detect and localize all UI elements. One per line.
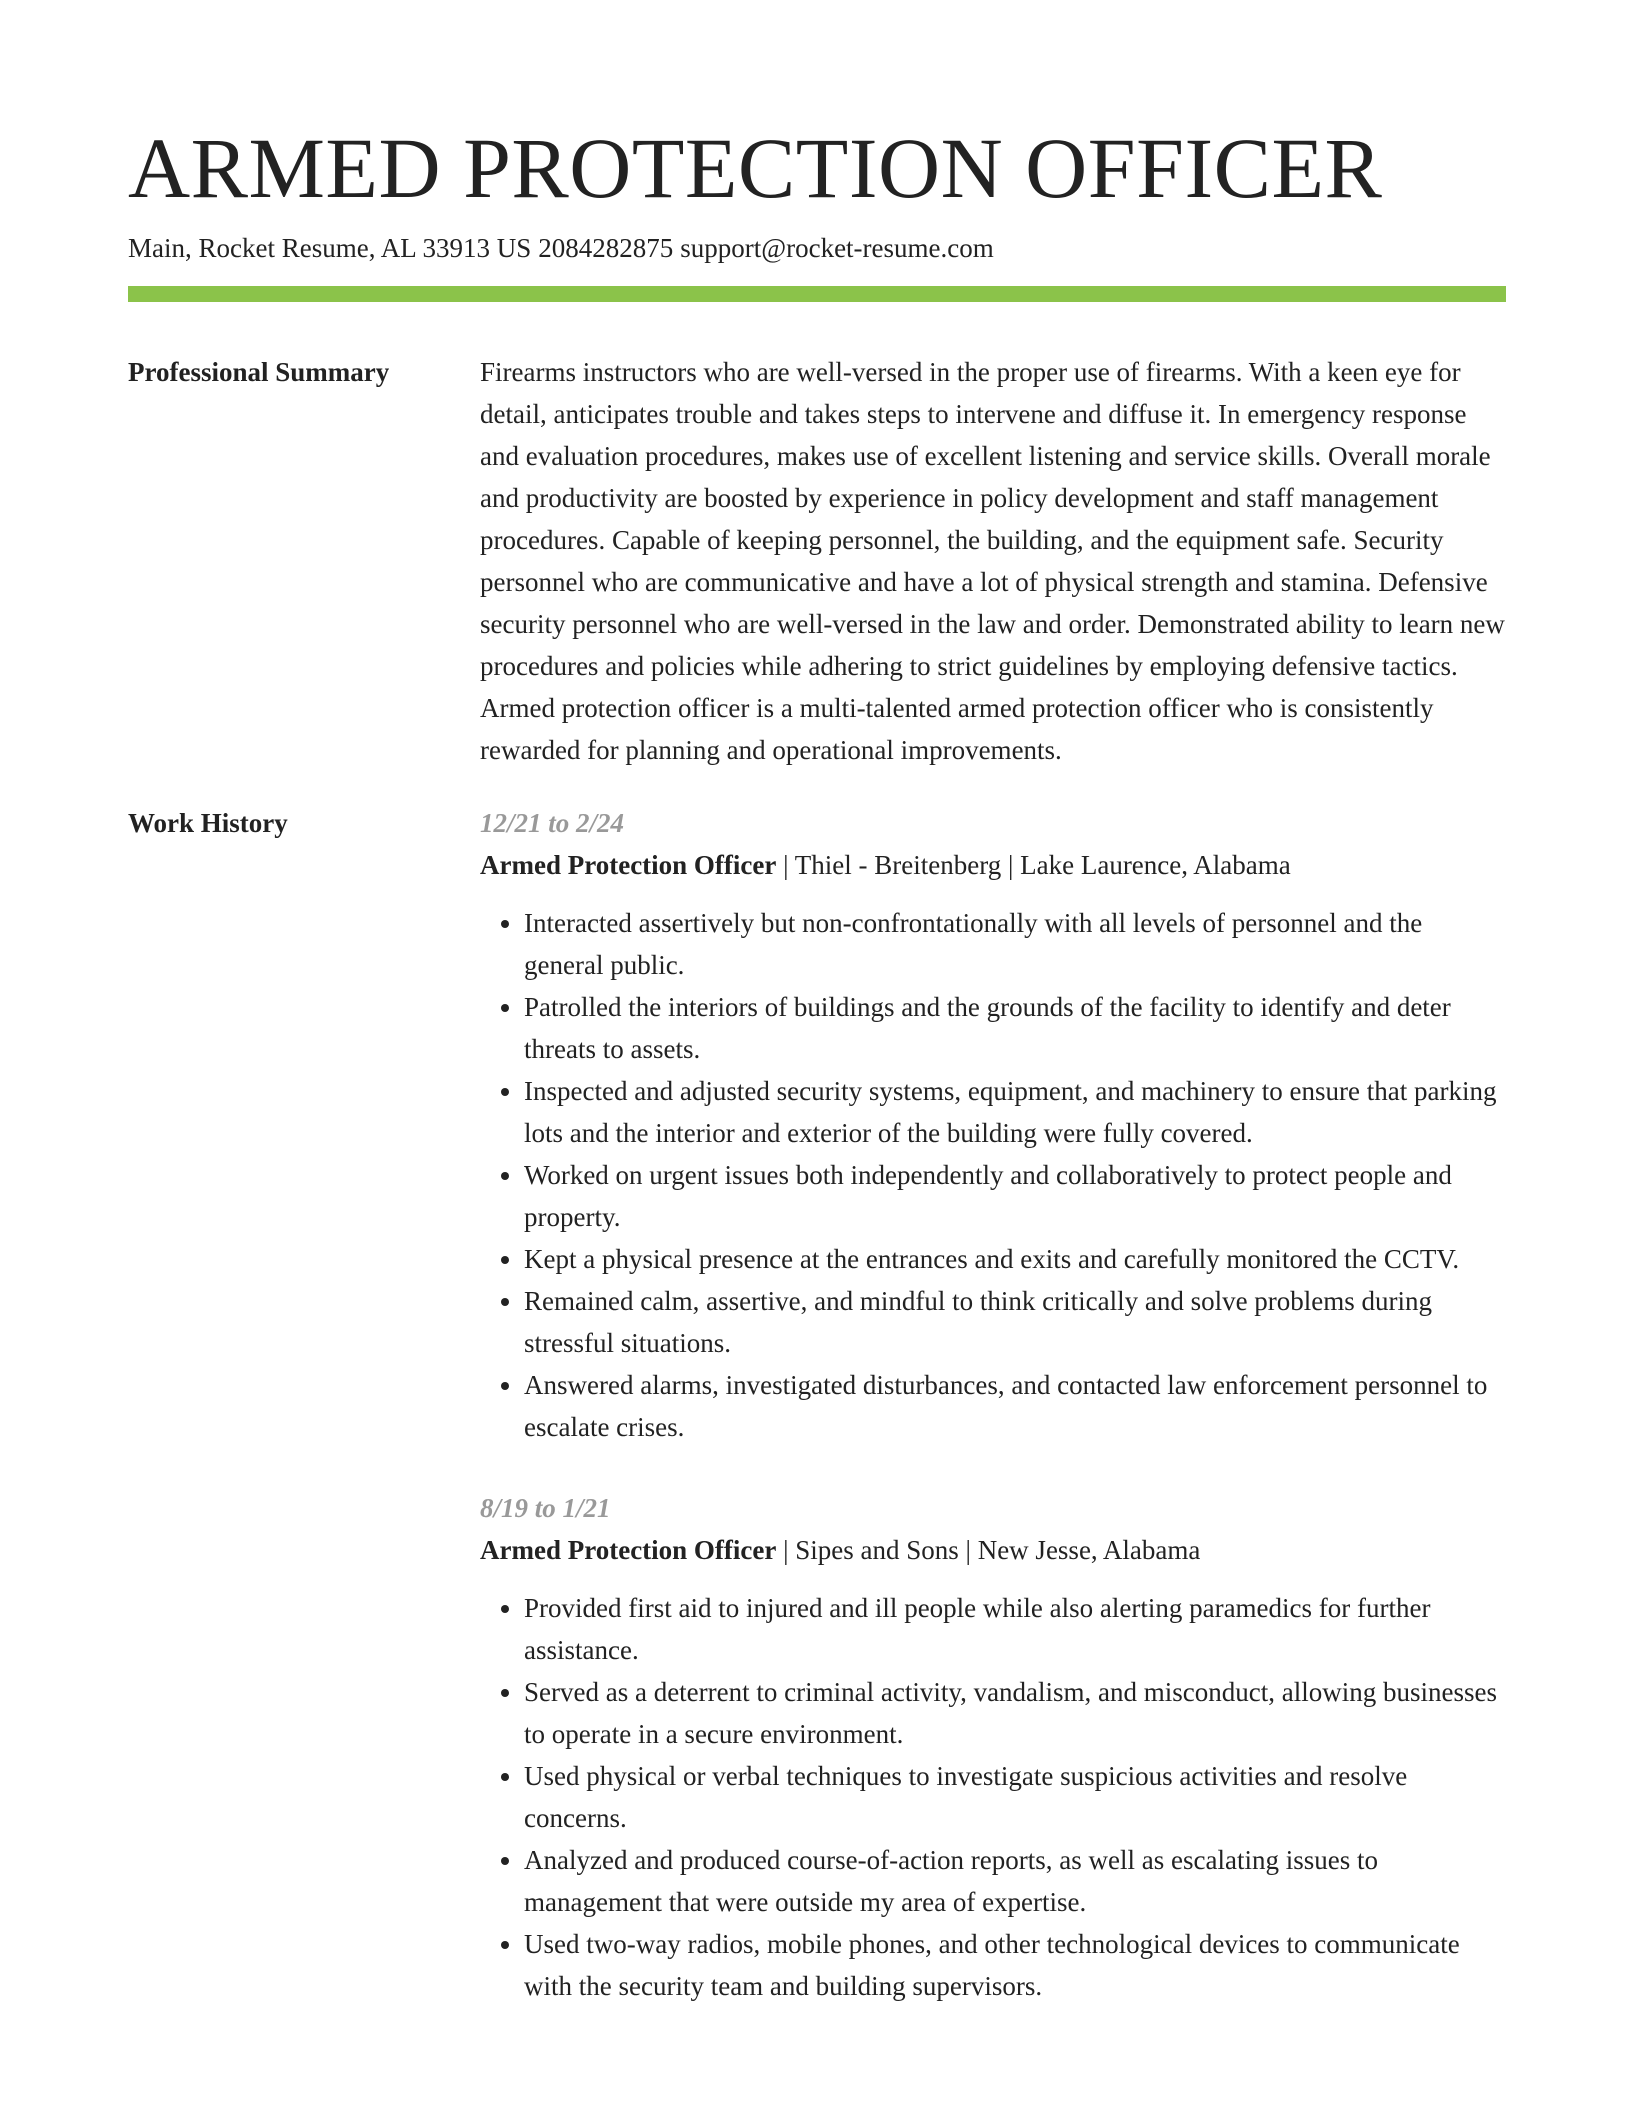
job-bullet: • Interacted assertively but non-confrontationally with all levels of personnel and the general public. <box>524 902 1506 986</box>
job-bullet: • Answered alarms, investigated disturbances, and contacted law enforcement personnel to escalate crises. <box>524 1364 1506 1448</box>
job-bullets <box>480 1587 1506 2007</box>
job-entry <box>480 1487 1506 2007</box>
job-details: | Thiel - Breitenberg | Lake Laurence, Alabama <box>776 850 1291 880</box>
contact-phone: 2084282875 <box>538 233 674 263</box>
job-bullet: • Patrolled the interiors of buildings and the grounds of the facility to identify and deter threats to assets. <box>524 986 1506 1070</box>
work-history-section <box>128 803 1506 2007</box>
job-bullet: • Remained calm, assertive, and mindful to think critically and solve problems during stressful situations. <box>524 1280 1506 1364</box>
job-dates: 12/21 to 2/24 <box>480 808 625 838</box>
contact-line <box>128 230 1506 266</box>
job-dates: 8/19 to 1/21 <box>480 1493 611 1523</box>
job-title: Armed Protection Officer <box>480 1535 777 1565</box>
contact-email: support@rocket-resume.com <box>680 233 994 263</box>
job-heading <box>480 1529 1506 1571</box>
job-title: Armed Protection Officer <box>480 850 777 880</box>
job-bullets <box>480 902 1506 1448</box>
job-heading <box>480 844 1506 886</box>
summary-heading: Professional Summary <box>128 357 390 387</box>
job-bullet: • Kept a physical presence at the entrances and exits and carefully monitored the CCTV. <box>524 1238 1506 1280</box>
job-details: | Sipes and Sons | New Jesse, Alabama <box>776 1535 1201 1565</box>
job-bullet: • Provided first aid to injured and ill people while also alerting paramedics for further assistance. <box>524 1587 1506 1671</box>
job-bullet: • Served as a deterrent to criminal activity, vandalism, and misconduct, allowing businesses to operate in a secure environment. <box>524 1671 1506 1755</box>
summary-body <box>480 352 1506 771</box>
work-history-heading: Work History <box>128 808 288 838</box>
job-bullet: • Inspected and adjusted security systems, equipment, and machinery to ensure that parking lots and the interior and exterior of the building were fully covered. <box>524 1070 1506 1154</box>
candidate-name: ARMED PROTECTION OFFICER <box>128 120 1383 216</box>
summary-text: Firearms instructors who are well-versed in the proper use of firearms. With a keen eye for detail, anticipates trouble and takes steps to intervene and diffuse it. In emergency response and evaluation procedures, makes use of excellent listening and service skills. Overall morale and productivity are boosted by experience in policy development and staff management procedures. Capable of keeping personnel, the building, and the equipment safe. Security personnel who are communicative and have a lot of physical strength and stamina. Defensive security personnel who are well-versed in the law and order. Demonstrated ability to learn new procedures and policies while adhering to strict guidelines by employing defensive tactics. Armed protection officer is a multi-talented armed protection officer who is consistently rewarded for planning and operational improvements. <box>480 357 1505 765</box>
contact-address: Main, Rocket Resume, AL 33913 US <box>128 233 532 263</box>
job-bullet: • Analyzed and produced course-of-action reports, as well as escalating issues to management that were outside my area of expertise. <box>524 1839 1506 1923</box>
resume-page <box>128 118 1506 2007</box>
accent-divider <box>128 286 1506 302</box>
work-history-body <box>480 803 1506 2007</box>
job-bullet: • Used physical or verbal techniques to investigate suspicious activities and resolve concerns. <box>524 1755 1506 1839</box>
job-entry <box>480 802 1506 1448</box>
job-bullet: • Worked on urgent issues both independently and collaboratively to protect people and property. <box>524 1154 1506 1238</box>
summary-section <box>128 352 1506 771</box>
job-bullet: • Used two-way radios, mobile phones, and other technological devices to communicate with the security team and building supervisors. <box>524 1923 1506 2007</box>
